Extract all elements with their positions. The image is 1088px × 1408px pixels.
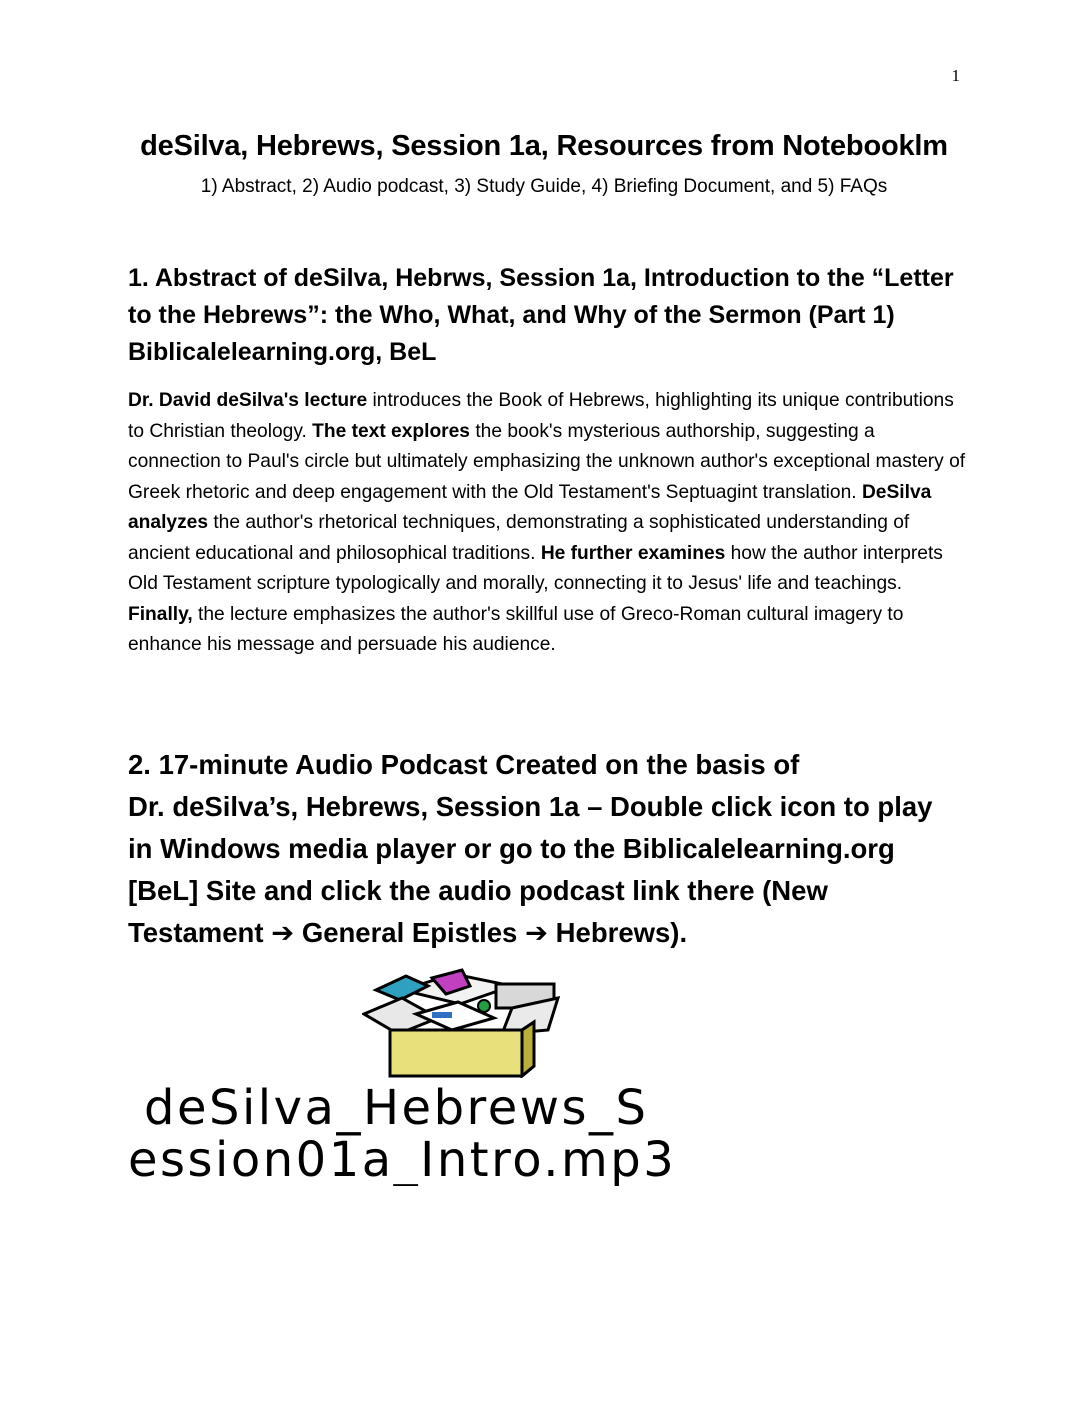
document-subtitle: 1) Abstract, 2) Audio podcast, 3) Study Guide, 4) Briefing Document, and 5) FAQs xyxy=(200,176,888,197)
package-icon xyxy=(362,968,562,1078)
abstract-text-1: introduces the Book of Hebrews, highlighting its unique contributions to Christian theology. xyxy=(128,390,954,442)
podcast-heading-line: 2. 17-minute Audio Podcast Created on the basis of xyxy=(128,749,800,780)
abstract-lead-5: Finally, xyxy=(128,603,193,625)
arrow-right-icon: ➔ xyxy=(271,917,295,948)
abstract-text-2: the book's mysterious authorship, suggesting a connection to Paul's circle but ultimately emphasizing the unknown author's exceptional mastery of Greek rhetoric and deep engagement with the Old Testament's Septuagint translation. xyxy=(128,420,966,503)
document-title: deSilva, Hebrews, Session 1a, Resources from Notebooklm xyxy=(140,130,948,162)
path-hebrews: Hebrews). xyxy=(548,917,688,948)
abstract-lead-2: The text explores xyxy=(312,420,470,442)
file-name-line: ession01a_Intro.mp3 xyxy=(128,1132,677,1186)
abstract-lead-3: DeSilva analyzes xyxy=(128,481,932,533)
path-testament: Testament xyxy=(128,917,272,948)
podcast-path-line xyxy=(128,912,968,954)
abstract-lead-1: Dr. David deSilva's lecture xyxy=(128,390,368,411)
abstract-text-5: the lecture emphasizes the author's skillful use of Greco-Roman cultural imagery to enhance his message and persuade his audience. xyxy=(128,603,904,655)
abstract-heading: 1. Abstract of deSilva, Hebrws, Session 1a, Introduction to the “Letter to the Hebrews”: the Who, What, and Why of the Sermon (Part 1) Biblicalelearning.org, BeL xyxy=(128,264,954,366)
abstract-lead-4: He further examines xyxy=(540,542,726,564)
path-general-epistles: General Epistles xyxy=(294,917,525,948)
podcast-heading-line: Dr. deSilva’s, Hebrews, Session 1a – Double click icon to play xyxy=(128,791,933,822)
abstract-text-4: how the author interprets Old Testament scripture typologically and morally, connecting it to Jesus' life and teachings. xyxy=(128,542,943,594)
abstract-body xyxy=(128,386,968,661)
podcast-heading-line: in Windows media player or go to the Biblicalelearning.org xyxy=(128,833,895,864)
audio-package-icon[interactable] xyxy=(362,968,562,1078)
audio-file-label[interactable] xyxy=(128,1082,800,1186)
arrow-right-icon: ➔ xyxy=(524,917,549,948)
podcast-heading xyxy=(128,744,968,954)
page-number: 1 xyxy=(951,66,960,85)
podcast-heading-line: [BeL] Site and click the audio podcast link there (New xyxy=(128,875,828,906)
abstract-text-3: the author's rhetorical techniques, demonstrating a sophisticated understanding of ancient educational and philosophical traditions. xyxy=(128,512,910,564)
file-name-line: deSilva_Hebrews_S xyxy=(144,1082,649,1136)
